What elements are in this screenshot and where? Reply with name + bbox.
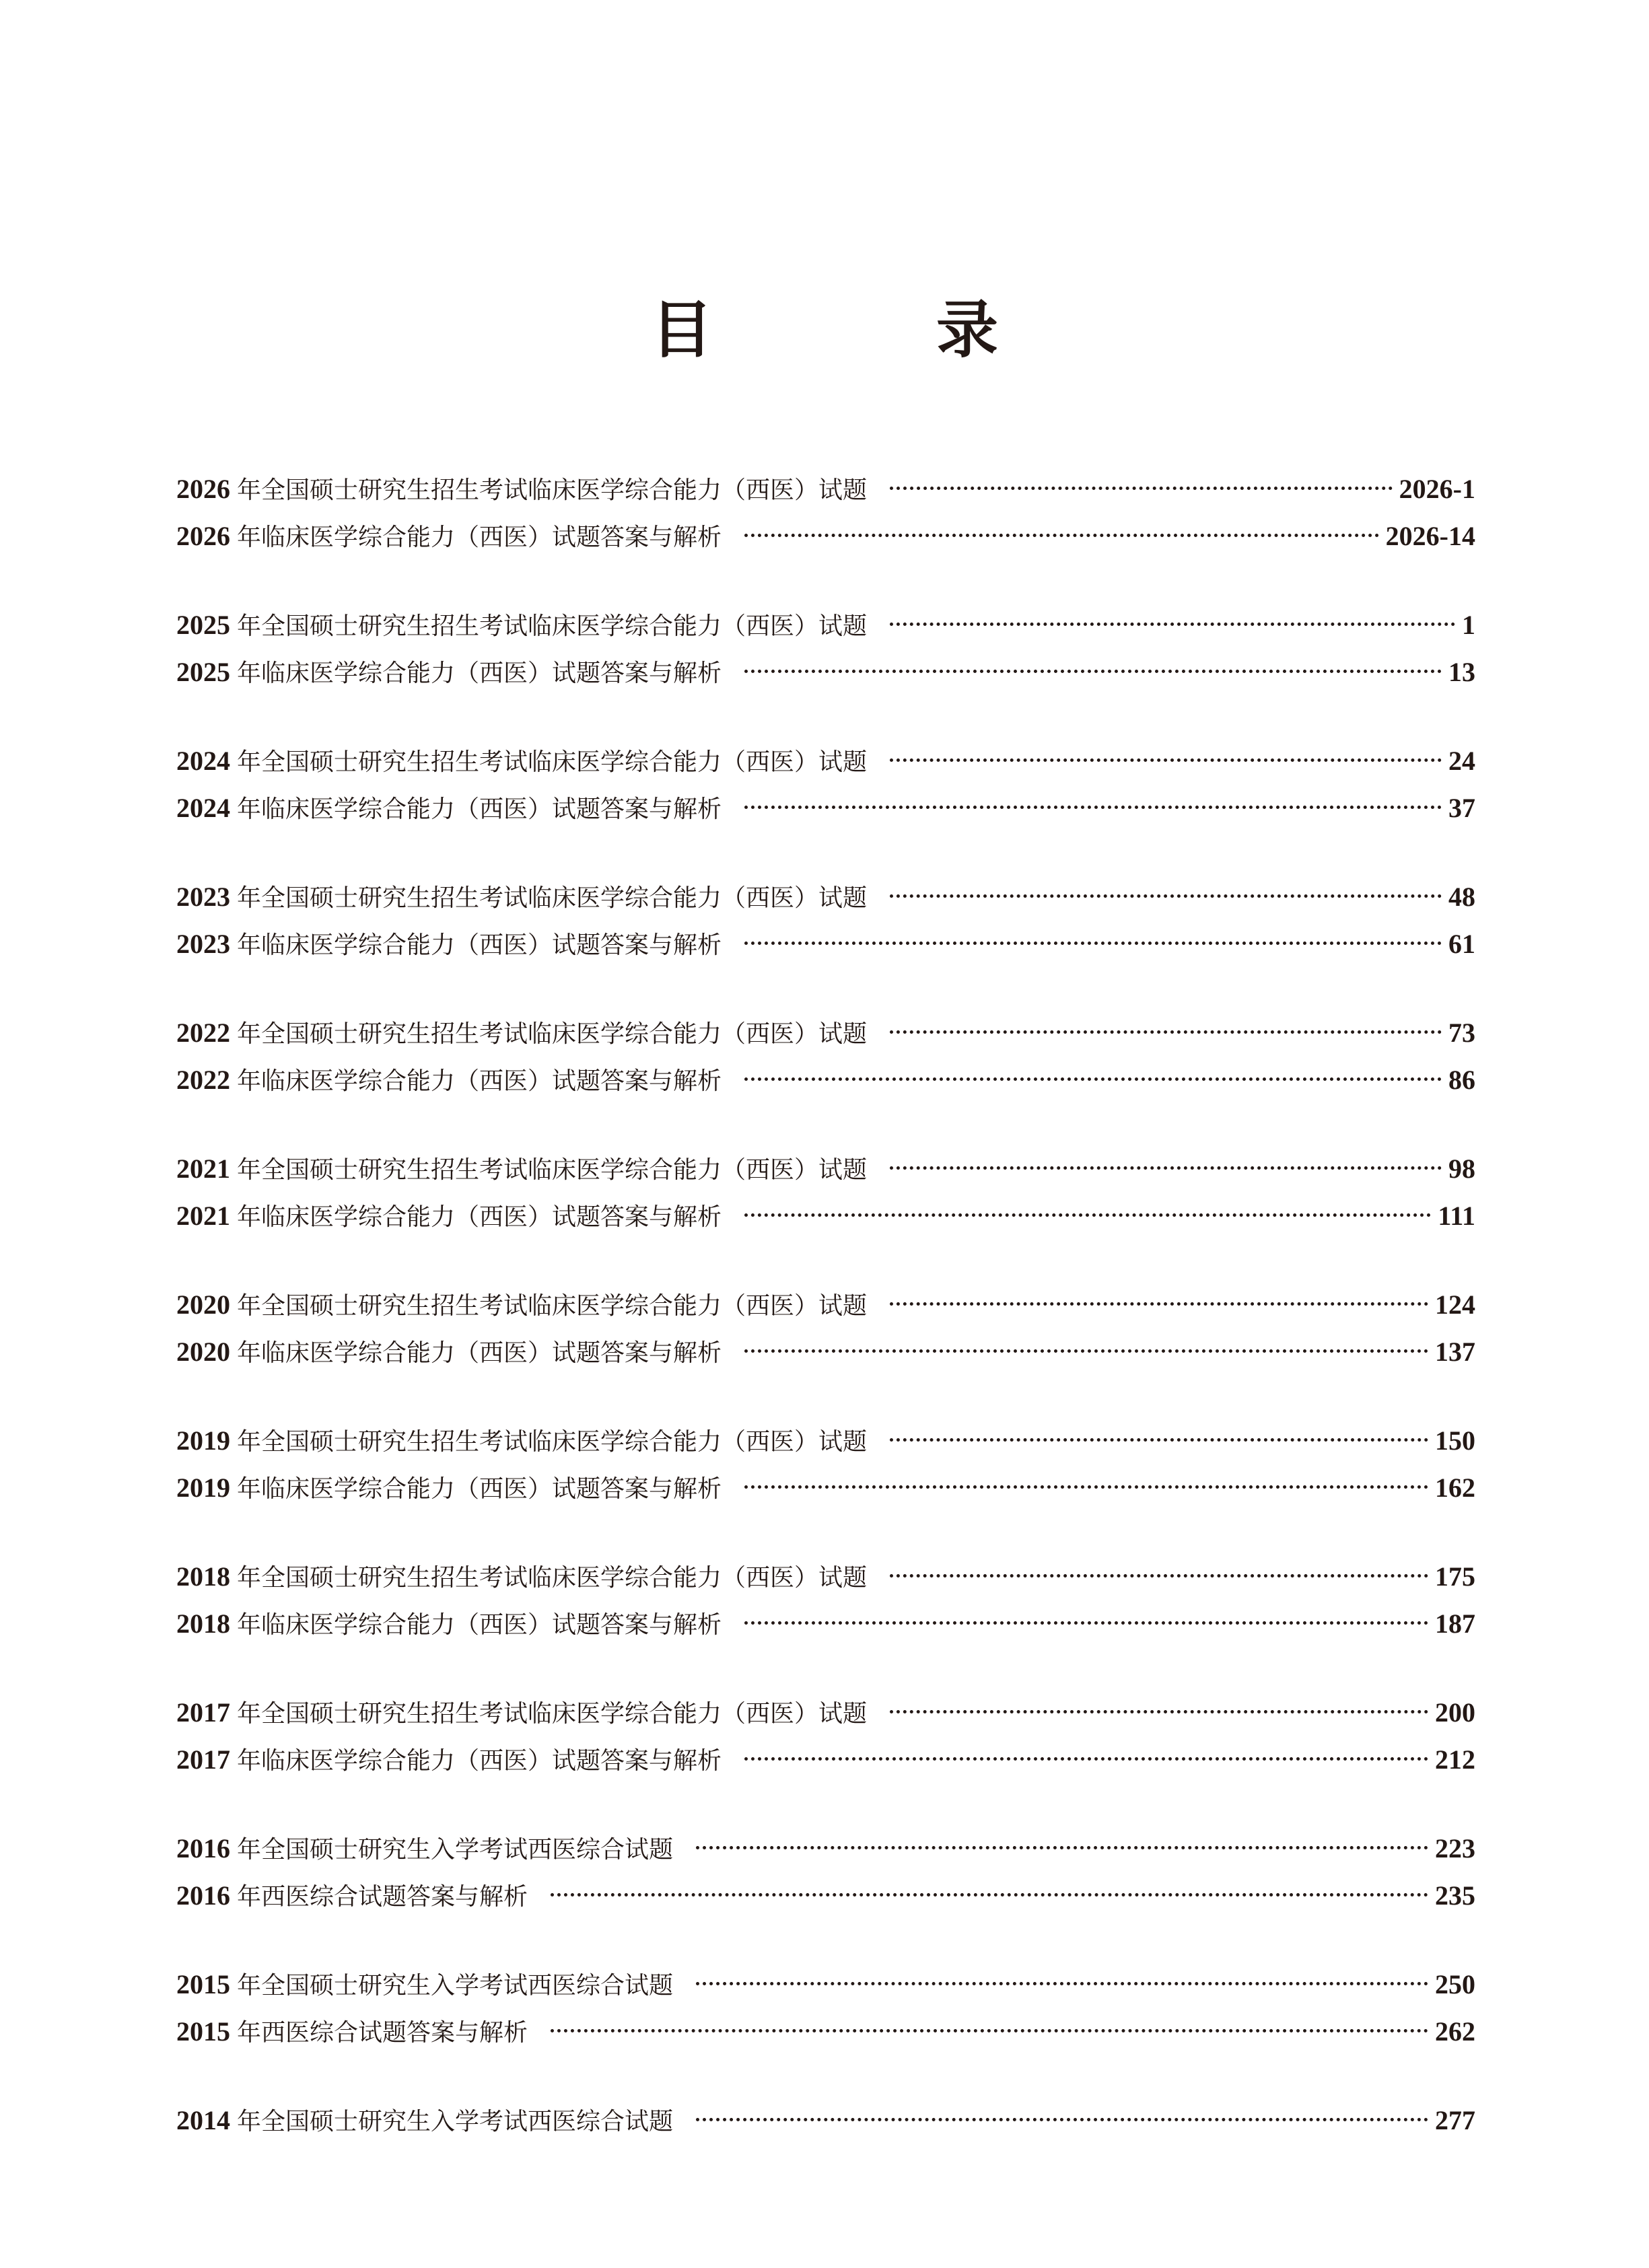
toc-entry-text: 年临床医学综合能力（西医）试题答案与解析 [237, 524, 722, 551]
toc-entry-title [176, 738, 867, 786]
toc-entry-year: 2023 [176, 929, 230, 959]
dot-leader [890, 1166, 1442, 1170]
toc-entry-year: 2025 [176, 610, 230, 640]
toc-entry-page-number: 1 [1462, 610, 1475, 640]
toc-entry-text: 年临床医学综合能力（西医）试题答案与解析 [237, 1339, 722, 1367]
dot-leader [744, 942, 1442, 945]
toc-entry-page-number: 212 [1435, 1744, 1475, 1775]
toc-entry-title [176, 1872, 528, 1921]
toc-entry-text: 年临床医学综合能力（西医）试题答案与解析 [237, 795, 722, 823]
toc-entry-page-number: 235 [1435, 1880, 1475, 1911]
toc-entry-year: 2022 [176, 1065, 230, 1095]
toc-entry-title [176, 1689, 867, 1738]
toc-entry-page-number: 175 [1435, 1561, 1475, 1592]
toc-entry-page-number: 187 [1435, 1608, 1475, 1639]
toc-entry-page-number: 61 [1448, 929, 1475, 959]
toc-group [176, 466, 1475, 560]
toc-entry-text: 年全国硕士研究生招生考试临床医学综合能力（西医）试题 [237, 1156, 868, 1184]
toc-entry-title [176, 1193, 722, 1241]
toc-entry[interactable] [176, 1825, 1475, 1872]
toc-entry-text: 年全国硕士研究生入学考试西医综合试题 [237, 1972, 674, 1999]
toc-entry-title [176, 466, 867, 514]
dot-leader [890, 1574, 1428, 1578]
toc-entry-title [176, 1736, 722, 1785]
dot-leader [696, 1846, 1428, 1849]
toc-entry-page-number: 86 [1448, 1065, 1475, 1095]
toc-entry-text: 年全国硕士研究生招生考试临床医学综合能力（西医）试题 [237, 1700, 868, 1728]
toc-entry-text: 年临床医学综合能力（西医）试题答案与解析 [237, 1067, 722, 1095]
toc-entry-text: 年临床医学综合能力（西医）试题答案与解析 [237, 660, 722, 687]
toc-group [176, 1281, 1475, 1376]
dot-leader [890, 1710, 1428, 1713]
toc-group [176, 1825, 1475, 1919]
toc-entry[interactable] [176, 1009, 1475, 1057]
toc-entry-page-number: 277 [1435, 2105, 1475, 2135]
dot-leader [744, 1621, 1428, 1625]
toc-entry[interactable] [176, 1736, 1475, 1783]
toc-entry-text: 年全国硕士研究生入学考试西医综合试题 [237, 2108, 674, 2135]
toc-entry-text: 年西医综合试题答案与解析 [237, 2019, 528, 2047]
toc-group [176, 602, 1475, 696]
toc-entry-page-number: 98 [1448, 1154, 1475, 1184]
toc-entry[interactable] [176, 785, 1475, 832]
toc-entry-title [176, 1145, 867, 1194]
dot-leader [890, 1030, 1442, 1034]
toc-entry-title [176, 513, 722, 561]
toc-entry[interactable] [176, 1689, 1475, 1736]
toc-entry[interactable] [176, 2008, 1475, 2055]
toc-entry-page-number: 73 [1448, 1018, 1475, 1048]
toc-entry-year: 2023 [176, 882, 230, 912]
toc-entry-page-number: 262 [1435, 2016, 1475, 2047]
toc-entry-year: 2021 [176, 1201, 230, 1231]
toc-entry-title [176, 785, 722, 833]
toc-entry[interactable] [176, 1417, 1475, 1464]
toc-entry-page-number: 37 [1448, 793, 1475, 823]
toc-entry[interactable] [176, 874, 1475, 921]
toc-entry-page-number: 24 [1448, 746, 1475, 776]
toc-entry-year: 2025 [176, 657, 230, 687]
toc-entry-title [176, 1057, 722, 1105]
toc-entry-year: 2016 [176, 1880, 230, 1911]
toc-entry-title [176, 874, 867, 922]
dot-leader [744, 1757, 1428, 1761]
toc-entry-year: 2019 [176, 1425, 230, 1456]
toc-entry-page-number: 223 [1435, 1833, 1475, 1864]
toc-group [176, 1961, 1475, 2055]
toc-entry-title [176, 1009, 867, 1058]
toc-entry-page-number: 250 [1435, 1969, 1475, 1999]
dot-leader [890, 758, 1442, 762]
toc-entry-year: 2015 [176, 1969, 230, 1999]
dot-leader [890, 1302, 1428, 1306]
toc-entry-title [176, 1464, 722, 1513]
toc-entry[interactable] [176, 1145, 1475, 1193]
dot-leader [890, 894, 1442, 898]
toc-entry-title [176, 1328, 722, 1377]
toc-entry-text: 年全国硕士研究生招生考试临床医学综合能力（西医）试题 [237, 476, 868, 504]
dot-leader [551, 1893, 1428, 1897]
toc-entry-title [176, 1553, 867, 1602]
toc-entry-text: 年临床医学综合能力（西医）试题答案与解析 [237, 931, 722, 959]
toc-entry[interactable] [176, 738, 1475, 785]
toc-entry-page-number: 200 [1435, 1697, 1475, 1728]
toc-entry-text: 年全国硕士研究生招生考试临床医学综合能力（西医）试题 [237, 1020, 868, 1048]
toc-group [176, 738, 1475, 832]
toc-entry[interactable] [176, 649, 1475, 696]
dot-leader [744, 534, 1379, 537]
toc-entry-year: 2018 [176, 1608, 230, 1639]
toc-entry-text: 年临床医学综合能力（西医）试题答案与解析 [237, 1747, 722, 1775]
toc-entry-text: 年全国硕士研究生招生考试临床医学综合能力（西医）试题 [237, 612, 868, 640]
toc-entry-year: 2020 [176, 1337, 230, 1367]
toc-entry-page-number: 48 [1448, 882, 1475, 912]
toc-entry-year: 2024 [176, 793, 230, 823]
toc-group [176, 874, 1475, 968]
toc-entry-text: 年全国硕士研究生招生考试临床医学综合能力（西医）试题 [237, 748, 868, 776]
toc-entry-text: 年全国硕士研究生招生考试临床医学综合能力（西医）试题 [237, 1428, 868, 1456]
dot-leader [744, 806, 1442, 809]
toc-entry-page-number: 137 [1435, 1337, 1475, 1367]
dot-leader [744, 1077, 1442, 1081]
toc-entry-title [176, 2008, 528, 2057]
dot-leader [744, 1485, 1428, 1489]
dot-leader [551, 2029, 1428, 2032]
toc-entry-page-number: 111 [1438, 1201, 1475, 1231]
toc-entry-title [176, 602, 867, 650]
dot-leader [696, 1982, 1428, 1985]
toc-entry-title [176, 1281, 867, 1330]
toc-entry-title [176, 921, 722, 969]
toc-entry-year: 2017 [176, 1744, 230, 1775]
toc-entry-title [176, 1961, 673, 2010]
toc-group [176, 2097, 1475, 2144]
toc-entry-year: 2014 [176, 2105, 230, 2135]
toc-entry-page-number: 124 [1435, 1289, 1475, 1320]
toc-entry-text: 年临床医学综合能力（西医）试题答案与解析 [237, 1611, 722, 1639]
toc-entry-year: 2020 [176, 1289, 230, 1320]
table-of-contents [176, 466, 1475, 2186]
toc-entry-year: 2017 [176, 1697, 230, 1728]
toc-entry-title [176, 1825, 673, 1874]
toc-entry[interactable] [176, 1057, 1475, 1104]
toc-entry[interactable] [176, 602, 1475, 649]
toc-entry-page-number: 2026-14 [1385, 521, 1475, 551]
toc-entry[interactable] [176, 1328, 1475, 1376]
toc-entry-title [176, 649, 722, 697]
toc-entry-text: 年全国硕士研究生招生考试临床医学综合能力（西医）试题 [237, 884, 868, 912]
toc-group [176, 1689, 1475, 1783]
toc-entry-text: 年西医综合试题答案与解析 [237, 1883, 528, 1911]
dot-leader [890, 623, 1455, 626]
dot-leader [744, 1349, 1428, 1353]
toc-entry-year: 2021 [176, 1154, 230, 1184]
toc-entry[interactable] [176, 1464, 1475, 1512]
toc-entry-title [176, 1600, 722, 1649]
toc-entry[interactable] [176, 1961, 1475, 2008]
toc-entry-year: 2022 [176, 1018, 230, 1048]
toc-entry-text: 年全国硕士研究生招生考试临床医学综合能力（西医）试题 [237, 1564, 868, 1592]
toc-entry-title [176, 1417, 867, 1466]
dot-leader [890, 1438, 1428, 1442]
toc-entry-page-number: 13 [1448, 657, 1475, 687]
toc-group [176, 1009, 1475, 1104]
toc-entry-text: 年全国硕士研究生招生考试临床医学综合能力（西医）试题 [237, 1292, 868, 1320]
dot-leader [890, 487, 1393, 490]
toc-entry[interactable] [176, 1193, 1475, 1240]
toc-entry[interactable] [176, 1600, 1475, 1647]
toc-group [176, 1417, 1475, 1512]
toc-entry-year: 2015 [176, 2016, 230, 2047]
toc-entry-text: 年临床医学综合能力（西医）试题答案与解析 [237, 1475, 722, 1503]
toc-entry[interactable] [176, 1872, 1475, 1919]
toc-entry[interactable] [176, 2097, 1475, 2144]
toc-group [176, 1553, 1475, 1647]
toc-entry[interactable] [176, 466, 1475, 513]
toc-entry-year: 2018 [176, 1561, 230, 1592]
toc-entry-page-number: 2026-1 [1399, 474, 1475, 504]
toc-entry-text: 年全国硕士研究生入学考试西医综合试题 [237, 1836, 674, 1864]
dot-leader [744, 670, 1442, 673]
toc-entry-page-number: 150 [1435, 1425, 1475, 1456]
dot-leader [744, 1213, 1431, 1217]
page-title: 目 录 [650, 293, 1100, 366]
toc-entry[interactable] [176, 921, 1475, 968]
toc-entry[interactable] [176, 513, 1475, 560]
toc-group [176, 1145, 1475, 1240]
toc-entry-page-number: 162 [1435, 1473, 1475, 1503]
toc-entry[interactable] [176, 1281, 1475, 1328]
toc-entry-year: 2026 [176, 521, 230, 551]
dot-leader [696, 2118, 1428, 2121]
toc-entry-year: 2019 [176, 1473, 230, 1503]
toc-entry-year: 2024 [176, 746, 230, 776]
toc-entry-year: 2016 [176, 1833, 230, 1864]
toc-entry-year: 2026 [176, 474, 230, 504]
toc-entry[interactable] [176, 1553, 1475, 1600]
toc-entry-title [176, 2097, 673, 2146]
toc-entry-text: 年临床医学综合能力（西医）试题答案与解析 [237, 1203, 722, 1231]
